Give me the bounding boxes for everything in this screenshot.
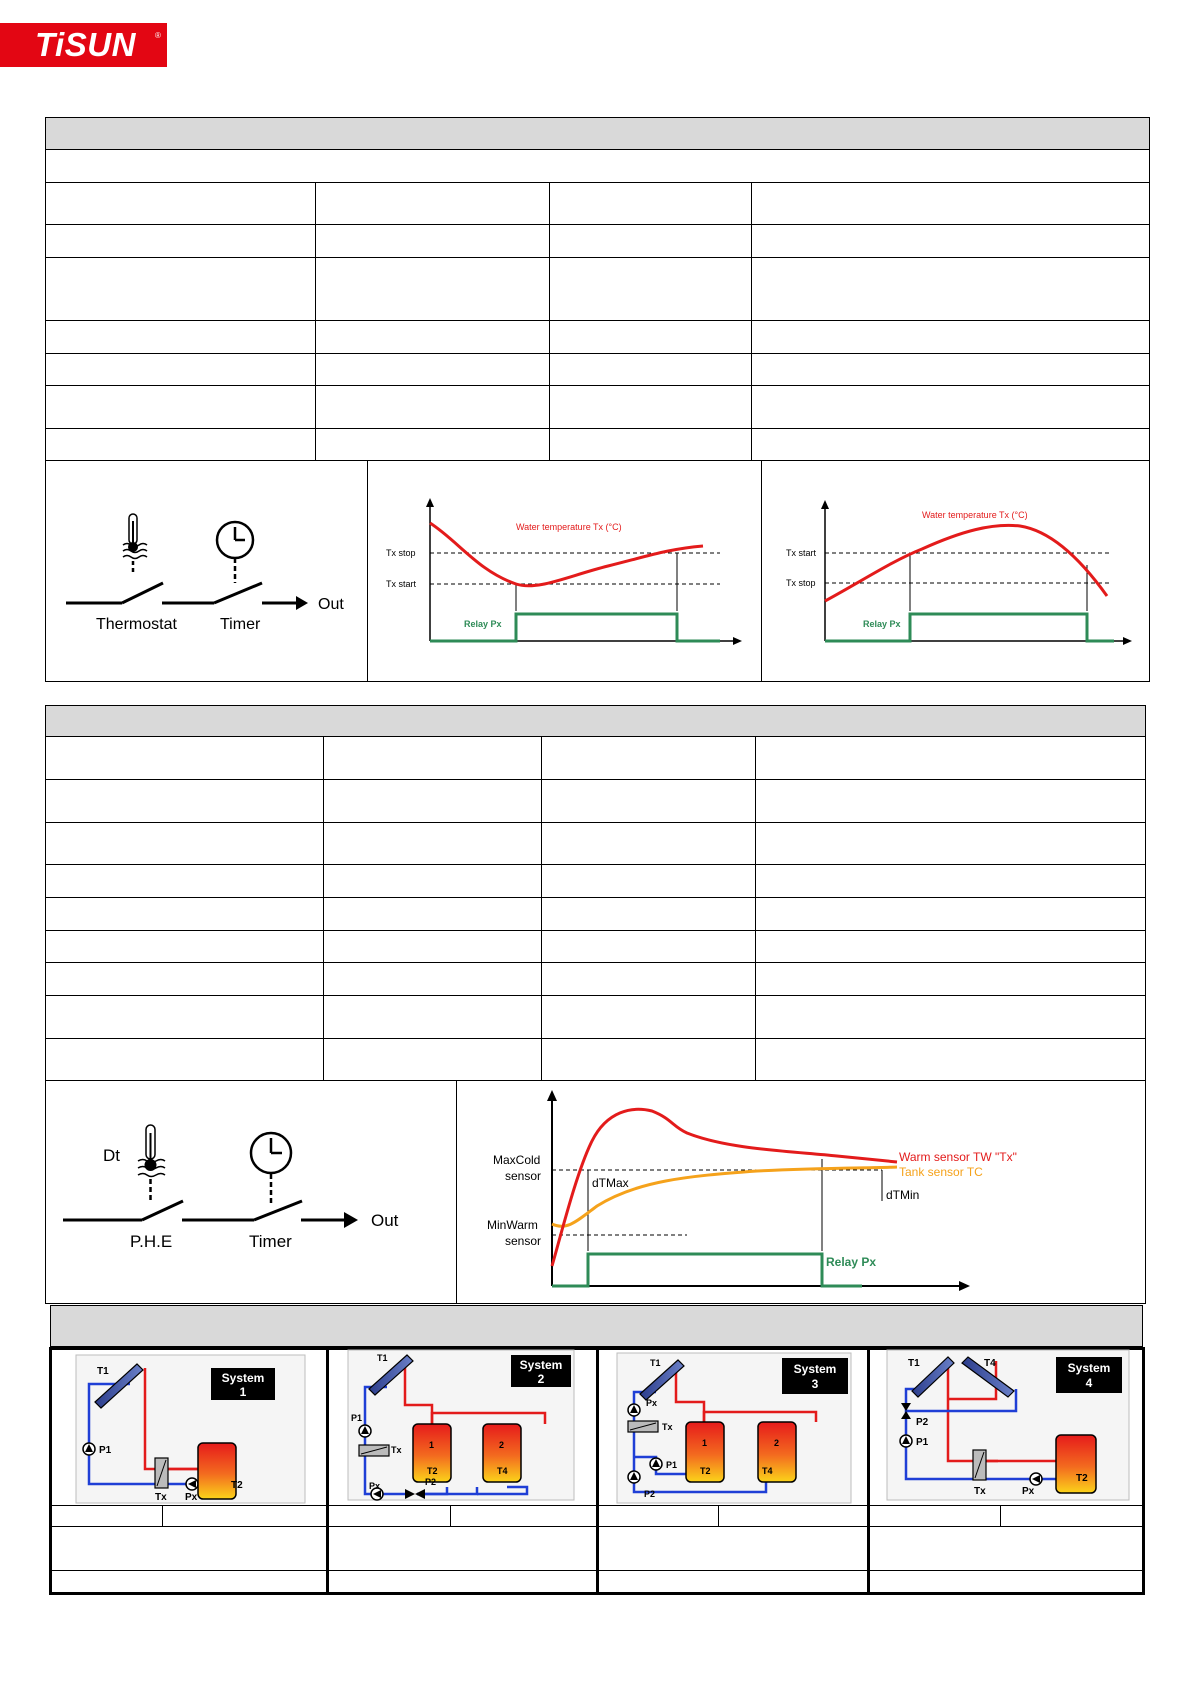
pump-p1-icon — [83, 1443, 95, 1455]
registered-mark: ® — [155, 31, 161, 40]
chart-title: Water temperature Tx (°C) — [922, 510, 1028, 520]
clock-icon — [217, 522, 253, 583]
thermostat-switch — [66, 583, 163, 603]
p2-label: P2 — [916, 1417, 929, 1428]
p2-label: P2 — [644, 1489, 656, 1499]
maxcold-label-line2: sensor — [505, 1169, 542, 1183]
t1-label: T1 — [908, 1358, 920, 1369]
tx-stop-label: Tx stop — [386, 548, 416, 558]
px-label: Px — [646, 1398, 658, 1408]
tank-2-number: 2 — [499, 1440, 505, 1450]
section2-header-bar — [45, 705, 1146, 737]
relay-px-label: Relay Px — [826, 1255, 877, 1269]
section3-header-bar — [50, 1305, 1143, 1347]
p1-label: P1 — [666, 1460, 678, 1470]
dtmin-label: dTMin — [886, 1188, 920, 1202]
tx-start-label: Tx start — [386, 579, 417, 589]
system-4-diagram — [886, 1349, 1130, 1501]
tx-label: Tx — [391, 1445, 402, 1455]
t2-label: T2 — [427, 1466, 438, 1476]
p1-label: P1 — [351, 1413, 363, 1423]
pump-p1-icon — [650, 1458, 662, 1470]
heat-exchanger-icon — [973, 1450, 986, 1480]
px-label: Px — [369, 1481, 381, 1491]
tisun-logo — [0, 23, 167, 67]
px-label: Px — [1022, 1486, 1035, 1497]
tank-1-number: 1 — [702, 1438, 708, 1448]
cooling-thermostat-chart — [762, 461, 1148, 681]
t1-label: T1 — [650, 1358, 661, 1368]
system-2-diagram — [347, 1349, 575, 1501]
pump-p2-icon — [628, 1471, 640, 1483]
thermometer-icon — [123, 514, 147, 573]
out-arrow — [301, 1212, 358, 1228]
t4-label: T4 — [497, 1466, 508, 1476]
heat-exchanger-icon — [155, 1458, 168, 1488]
t1-label: T1 — [97, 1366, 109, 1377]
phe-switch — [63, 1201, 183, 1220]
tx-stop-label: Tx stop — [786, 578, 816, 588]
chart-title: Water temperature Tx (°C) — [516, 522, 622, 532]
pump-p1-icon — [359, 1425, 371, 1437]
t4-label: T4 — [984, 1358, 996, 1369]
thermostat-timer-diagram — [46, 461, 366, 681]
pump-p1-icon — [900, 1435, 912, 1447]
phe-label: P.H.E — [130, 1232, 173, 1251]
water-temperature-curve — [430, 523, 703, 586]
timer-switch — [162, 583, 262, 603]
warm-sensor-legend: Warm sensor TW "Tx" — [899, 1150, 1017, 1164]
pump-px-icon — [1030, 1473, 1042, 1485]
tx-label: Tx — [155, 1492, 167, 1503]
system-title-line2: 3 — [811, 1377, 819, 1391]
out-label: Out — [318, 596, 344, 613]
section1-header-bar — [45, 117, 1150, 150]
heat-exchanger-icon — [359, 1445, 389, 1456]
system-title-line1: System — [1067, 1361, 1111, 1375]
system-title-line2: 1 — [239, 1385, 247, 1399]
dt-label: Dt — [103, 1146, 120, 1165]
system-title-line2: 4 — [1085, 1376, 1093, 1390]
phe-differential-chart — [457, 1081, 1145, 1303]
out-label: Out — [371, 1211, 399, 1230]
t4-label: T4 — [762, 1466, 773, 1476]
relay-signal — [552, 1254, 862, 1286]
out-arrow — [262, 596, 308, 610]
t2-label: T2 — [231, 1480, 243, 1491]
timer-switch — [182, 1201, 302, 1220]
pump-px-icon — [186, 1478, 198, 1490]
tank-1-number: 1 — [429, 1440, 435, 1450]
tank-sensor-legend: Tank sensor TC — [899, 1165, 983, 1179]
water-temperature-curve — [825, 525, 1107, 601]
p1-label: P1 — [99, 1445, 112, 1456]
system-title-line2: 2 — [537, 1372, 545, 1386]
timer-label: Timer — [220, 616, 261, 633]
logo-text: TiSUN — [35, 26, 136, 63]
minwarm-label-line2: sensor — [505, 1234, 542, 1248]
system-1-diagram — [75, 1354, 306, 1504]
thermometer-icon — [138, 1125, 165, 1203]
maxcold-label-line1: MaxCold — [493, 1153, 541, 1167]
system-title-line1: System — [221, 1371, 265, 1385]
clock-icon — [251, 1133, 291, 1203]
t1-label: T1 — [377, 1353, 388, 1363]
minwarm-label-line1: MinWarm — [487, 1218, 538, 1232]
pump-px-icon — [628, 1404, 640, 1416]
system-title-line1: System — [793, 1362, 837, 1376]
dt-timer-diagram — [46, 1081, 454, 1303]
tx-label: Tx — [974, 1486, 986, 1497]
tank-2-number: 2 — [774, 1438, 780, 1448]
system-title-line1: System — [519, 1358, 563, 1372]
tank-icon — [1056, 1435, 1096, 1493]
system-3-diagram — [616, 1352, 852, 1504]
p1-label: P1 — [916, 1437, 929, 1448]
dtmax-label: dTMax — [592, 1176, 629, 1190]
heating-thermostat-chart — [368, 461, 760, 681]
px-label: Px — [185, 1492, 198, 1503]
timer-label: Timer — [249, 1232, 292, 1251]
t2-label: T2 — [1076, 1473, 1088, 1484]
heat-exchanger-icon — [628, 1421, 658, 1432]
t2-label: T2 — [700, 1466, 711, 1476]
tx-label: Tx — [662, 1422, 673, 1432]
relay-px-label: Relay Px — [863, 619, 901, 629]
thermostat-label: Thermostat — [96, 616, 177, 633]
relay-px-label: Relay Px — [464, 619, 502, 629]
p2-label: P2 — [425, 1477, 437, 1487]
tx-start-label: Tx start — [786, 548, 817, 558]
